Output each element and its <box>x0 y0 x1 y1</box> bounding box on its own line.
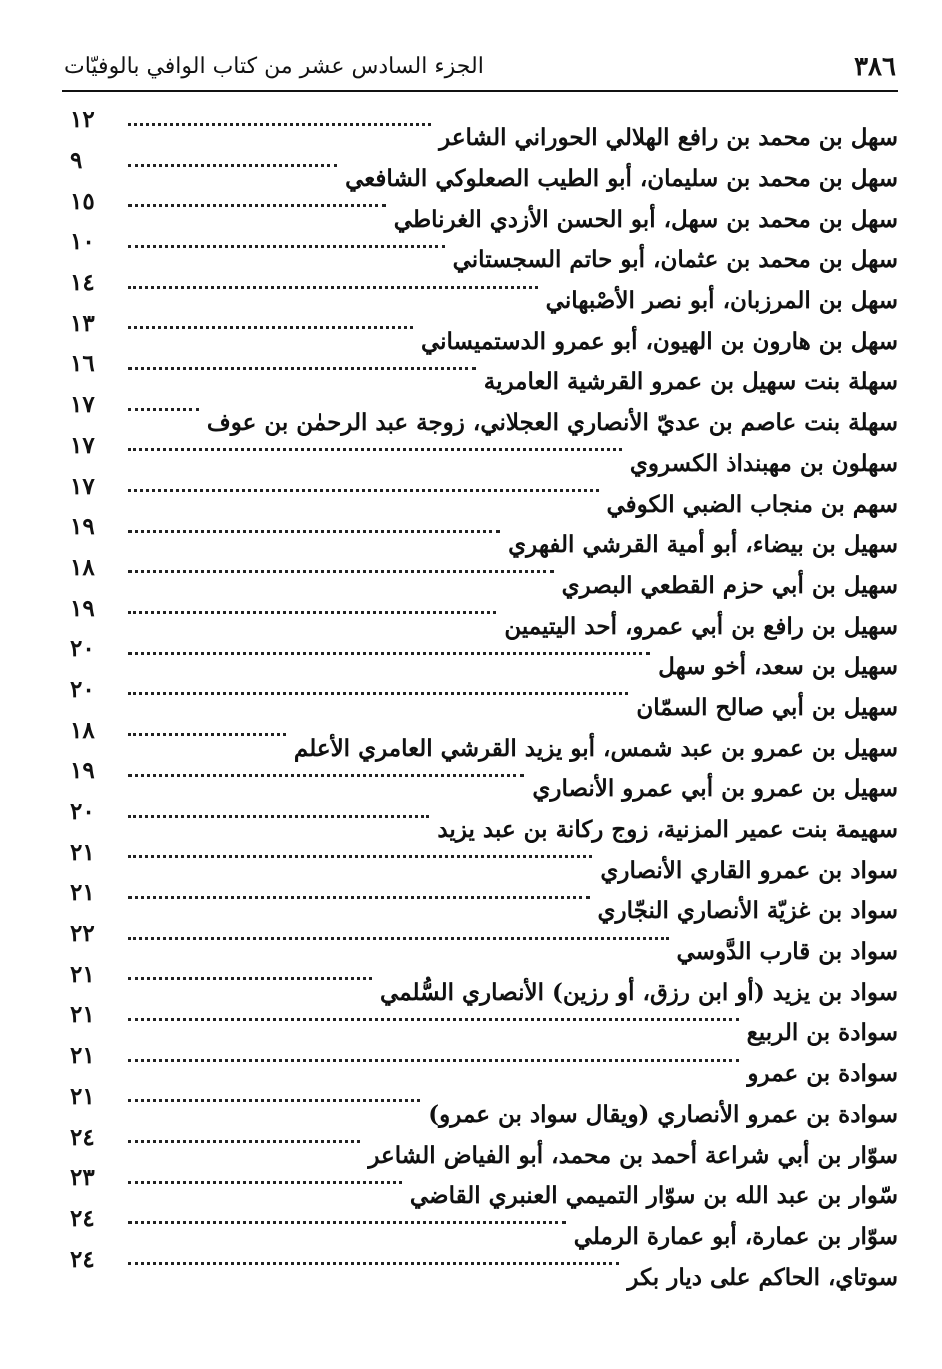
dot-leader <box>128 774 524 777</box>
dot-leader <box>128 1181 402 1184</box>
dot-leader <box>128 733 286 736</box>
page-header <box>62 40 898 92</box>
dot-leader <box>128 489 599 492</box>
entry-page-number: ٢١ <box>70 960 95 988</box>
entry-page-number: ٢٤ <box>70 1245 95 1273</box>
dot-leader <box>128 326 413 329</box>
entry-title: سهم بن منجاب الضبي الكوفي <box>606 490 898 518</box>
entry-title: سهلون بن مهبنداذ الكسروي <box>629 449 898 477</box>
dot-leader <box>128 692 628 695</box>
entry-page-number: ١٤ <box>70 269 95 297</box>
entry-title: سهل بن محمد بن سهل، أبو الحسن الأزدي الغرناطي <box>393 205 898 233</box>
entry-page-number: ١٦ <box>70 350 95 378</box>
entry-page-number: ٩ <box>70 147 83 175</box>
entry-title: سواد بن يزيد (أو ابن رزق، أو رزين) الأنصاري السُّلمي <box>380 978 898 1006</box>
entry-title: سوادة بن عمرو <box>747 1060 898 1088</box>
entry-page-number: ١٢ <box>70 106 95 134</box>
entry-title: سوّار بن عمارة، أبو عمارة الرملي <box>573 1222 898 1250</box>
entry-page-number: ١٧ <box>70 472 95 500</box>
entry-title: سهيل بن بيضاء، أبو أمية القرشي الفهري <box>508 531 898 559</box>
dot-leader <box>128 1099 420 1102</box>
entry-title: سوادة بن عمرو الأنصاري (ويقال سواد بن عمرو) <box>428 1100 898 1128</box>
entry-page-number: ١٨ <box>70 716 95 744</box>
dot-leader <box>128 448 622 451</box>
entry-title: سواد بن قارب الدَّوسي <box>676 938 898 966</box>
entry-title: سهيل بن رافع بن أبي عمرو، أحد اليتيمين <box>504 612 898 640</box>
index-list <box>62 106 898 1291</box>
entry-title: سهيل بن سعد، أخو سهل <box>658 653 898 681</box>
dot-leader <box>128 1262 619 1265</box>
dot-leader <box>128 1140 360 1143</box>
dot-leader <box>128 1059 739 1062</box>
entry-page-number: ٢١ <box>70 838 95 866</box>
entry-page-number: ٢٤ <box>70 1204 95 1232</box>
dot-leader <box>128 815 429 818</box>
entry-title: سهيمة بنت عمير المزنية، زوج ركانة بن عبد يزيد <box>437 816 898 844</box>
entry-page-number: ١٧ <box>70 391 95 419</box>
dot-leader <box>128 1018 739 1021</box>
entry-page-number: ٢٠ <box>70 798 95 826</box>
entry-title: سهيل بن عمرو بن عبد شمس، أبو يزيد القرشي العامري الأعلم <box>293 734 898 762</box>
dot-leader <box>128 937 669 940</box>
entry-title: سهل بن هارون بن الهيون، أبو عمرو الدستميساني <box>420 327 898 355</box>
entry-title: سوادة بن الربيع <box>746 1019 898 1047</box>
dot-leader <box>128 977 372 980</box>
page-number: ٣٨٦ <box>854 52 896 82</box>
entry-page-number: ١٨ <box>70 553 95 581</box>
entry-page-number: ٢١ <box>70 1042 95 1070</box>
entry-title: سهل بن محمد بن رافع الهلالي الحوراني الشاعر <box>439 124 898 152</box>
entry-page-number: ٢٠ <box>70 675 95 703</box>
entry-title: سهل بن المرزبان، أبو نصر الأصْبهاني <box>545 287 898 315</box>
entry-title: سهل بن محمد بن سليمان، أبو الطيب الصعلوكي الشافعي <box>345 165 898 193</box>
dot-leader <box>128 123 431 126</box>
entry-title: سهلة بنت سهيل بن عمرو القرشية العامرية <box>483 368 898 396</box>
entry-page-number: ٢١ <box>70 1001 95 1029</box>
entry-title: سّوار بن عبد الله بن سوّار التميمي العنبري القاضي <box>409 1182 898 1210</box>
running-title: الجزء السادس عشر من كتاب الوافي بالوفيّات <box>64 54 484 79</box>
entry-title: سوّار بن أبي شراعة أحمد بن محمد، أبو الفياض الشاعر <box>368 1141 898 1169</box>
dot-leader <box>128 164 337 167</box>
dot-leader <box>128 652 650 655</box>
entry-page-number: ١٩ <box>70 594 95 622</box>
dot-leader <box>128 530 500 533</box>
entry-page-number: ١٠ <box>70 228 95 256</box>
entry-page-number: ٢٣ <box>70 1164 95 1192</box>
entry-page-number: ٢١ <box>70 1082 95 1110</box>
dot-leader <box>128 570 554 573</box>
entry-page-number: ١٩ <box>70 757 95 785</box>
entry-page-number: ١٥ <box>70 187 95 215</box>
entry-title: سهيل بن أبي صالح السمّان <box>636 693 898 721</box>
entry-title: سوتاي، الحاكم على ديار بكر <box>627 1263 898 1291</box>
index-entry <box>62 106 898 152</box>
entry-page-number: ٢٢ <box>70 920 95 948</box>
dot-leader <box>128 1221 566 1224</box>
entry-page-number: ١٧ <box>70 431 95 459</box>
entry-page-number: ٢١ <box>70 879 95 907</box>
dot-leader <box>128 896 590 899</box>
entry-page-number: ١٣ <box>70 309 95 337</box>
entry-title: سهلة بنت عاصم بن عديّ الأنصاري العجلاني، زوجة عبد الرحمٰن بن عوف <box>206 409 898 437</box>
book-page <box>62 40 898 1340</box>
entry-page-number: ١٩ <box>70 513 95 541</box>
entry-title: سهل بن محمد بن عثمان، أبو حاتم السجستاني <box>452 246 898 274</box>
entry-title: سواد بن عمرو القاري الأنصاري <box>600 856 898 884</box>
dot-leader <box>128 611 496 614</box>
dot-leader <box>128 286 538 289</box>
dot-leader <box>128 204 386 207</box>
entry-title: سواد بن غزيّة الأنصاري النجّاري <box>597 897 898 925</box>
dot-leader <box>128 408 199 411</box>
entry-page-number: ٢٤ <box>70 1123 95 1151</box>
dot-leader <box>128 855 592 858</box>
dot-leader <box>128 367 476 370</box>
entry-title: سهيل بن عمرو بن أبي عمرو الأنصاري <box>532 775 898 803</box>
entry-page-number: ٢٠ <box>70 635 95 663</box>
dot-leader <box>128 245 445 248</box>
entry-title: سهيل بن أبي حزم القطعي البصري <box>561 571 898 599</box>
